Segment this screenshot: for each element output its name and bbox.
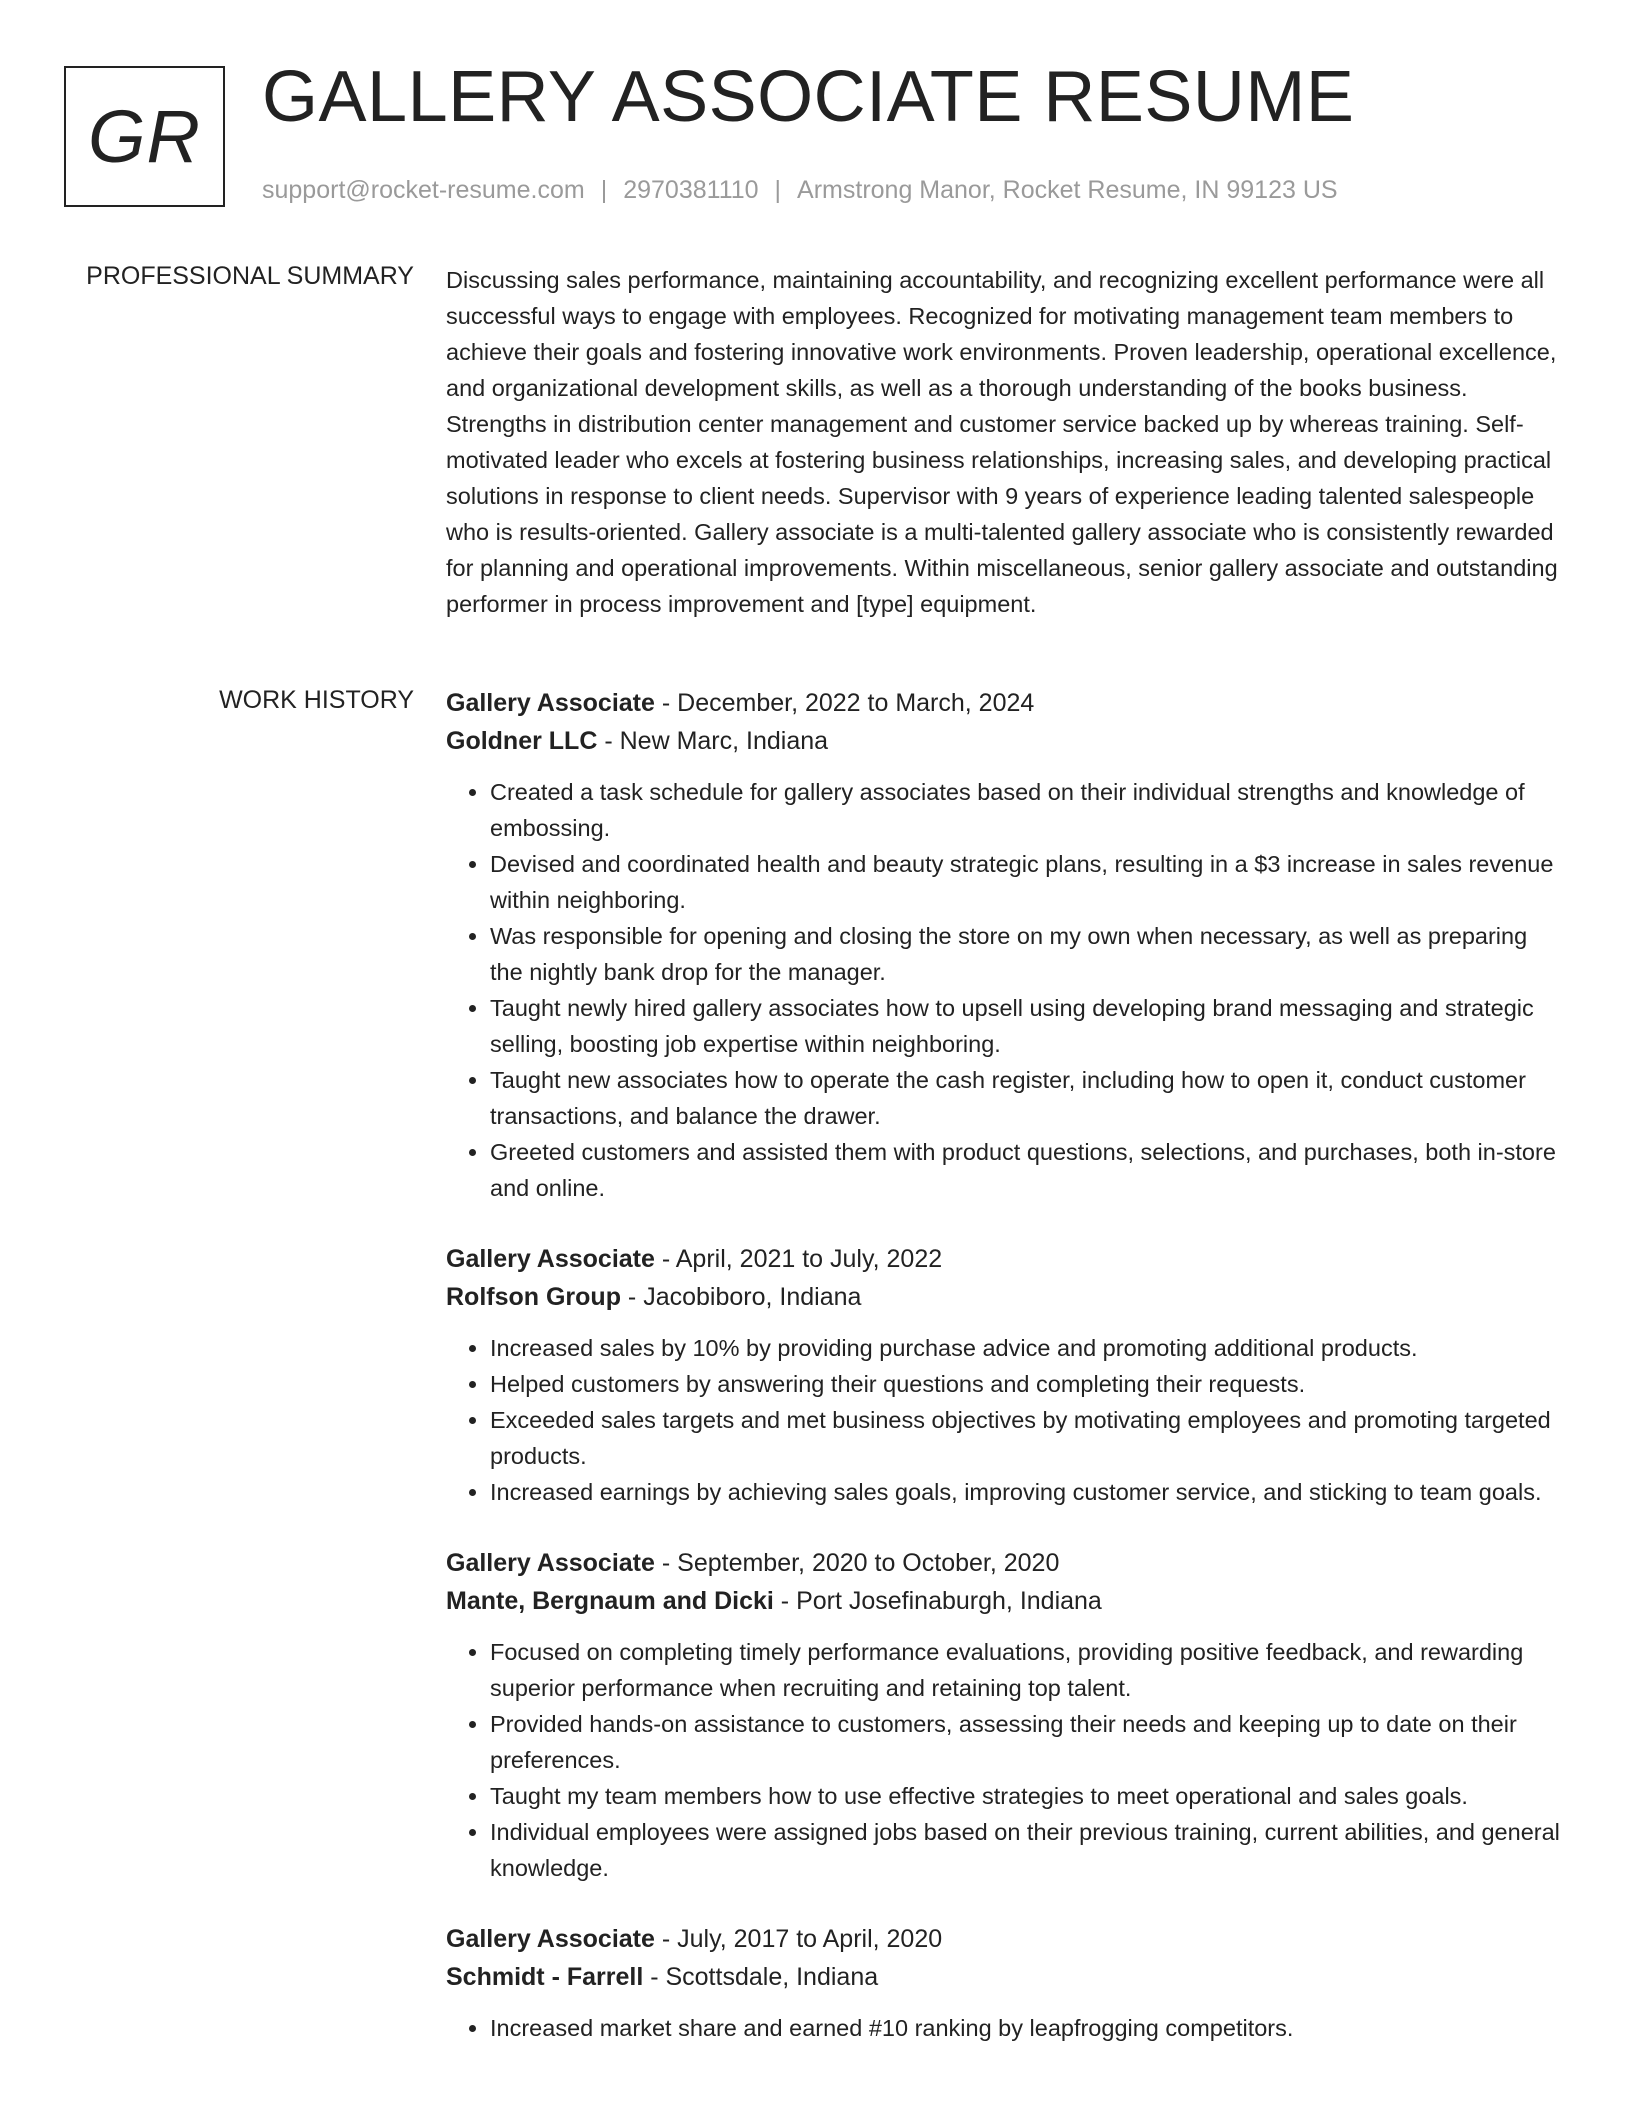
job-bullets: [446, 1330, 1562, 1510]
resume-title: GALLERY ASSOCIATE RESUME: [262, 57, 1355, 137]
work-history-body: [446, 684, 1562, 2080]
job-company-line: [446, 1582, 1562, 1620]
job-company-line: [446, 1278, 1562, 1316]
job-title-line: [446, 1920, 1562, 1958]
job-entry: [446, 1544, 1562, 1886]
monogram: GR: [64, 66, 225, 207]
contact-separator: |: [774, 176, 782, 204]
job-title: Gallery Associate: [446, 1549, 655, 1577]
job-bullet: • Devised and coordinated health and beauty strategic plans, resulting in a $3 increase in sales revenue within neighboring.: [490, 846, 1562, 918]
job-entry: [446, 684, 1562, 1206]
job-bullet: • Taught my team members how to use effective strategies to meet operational and sales goals.: [490, 1778, 1562, 1814]
job-location: - New Marc, Indiana: [597, 727, 829, 755]
job-bullets: [446, 1634, 1562, 1886]
summary-body: [446, 262, 1562, 622]
job-bullets: [446, 774, 1562, 1206]
job-company: Schmidt - Farrell: [446, 1963, 644, 1991]
job-bullet: • Taught new associates how to operate the cash register, including how to open it, conduct customer transactions, and balance the drawer.: [490, 1062, 1562, 1134]
job-bullet: • Individual employees were assigned jobs based on their previous training, current abilities, and general knowledge.: [490, 1814, 1562, 1886]
job-company-line: [446, 722, 1562, 760]
job-dates: - July, 2017 to April, 2020: [654, 1925, 943, 1953]
job-entry: [446, 1920, 1562, 2046]
job-bullets: [446, 2010, 1562, 2046]
job-title: Gallery Associate: [446, 1925, 655, 1953]
job-bullet: • Created a task schedule for gallery associates based on their individual strengths and knowledge of embossing.: [490, 774, 1562, 846]
job-company: Rolfson Group: [446, 1283, 621, 1311]
job-entry: [446, 1240, 1562, 1510]
job-company: Mante, Bergnaum and Dicki: [446, 1587, 774, 1615]
job-title: Gallery Associate: [446, 1245, 655, 1273]
job-title-line: [446, 1544, 1562, 1582]
contact-email: support@rocket-resume.com: [262, 176, 585, 204]
job-bullet: • Was responsible for opening and closing the store on my own when necessary, as well as preparing the nightly bank drop for the manager.: [490, 918, 1562, 990]
job-company: Goldner LLC: [446, 727, 598, 755]
job-title: Gallery Associate: [446, 689, 655, 717]
job-dates: - September, 2020 to October, 2020: [654, 1549, 1060, 1577]
job-bullet: • Exceeded sales targets and met business objectives by motivating employees and promoting targeted products.: [490, 1402, 1562, 1474]
job-bullet: • Taught newly hired gallery associates how to upsell using developing brand messaging and strategic selling, boosting job expertise within neighboring.: [490, 990, 1562, 1062]
job-bullet: • Increased sales by 10% by providing purchase advice and promoting additional products.: [490, 1330, 1562, 1366]
job-title-line: [446, 684, 1562, 722]
job-title-line: [446, 1240, 1562, 1278]
job-location: - Port Josefinaburgh, Indiana: [773, 1587, 1102, 1615]
job-bullet: • Provided hands-on assistance to customers, assessing their needs and keeping up to date on their preferences.: [490, 1706, 1562, 1778]
job-bullet: • Increased market share and earned #10 ranking by leapfrogging competitors.: [490, 2010, 1562, 2046]
work-history-heading: WORK HISTORY: [219, 686, 414, 714]
job-bullet: • Helped customers by answering their questions and completing their requests.: [490, 1366, 1562, 1402]
contact-address: Armstrong Manor, Rocket Resume, IN 99123 US: [797, 176, 1338, 204]
summary-heading: PROFESSIONAL SUMMARY: [86, 262, 414, 290]
contact-phone: 2970381110: [623, 176, 759, 204]
job-bullet: • Focused on completing timely performance evaluations, providing positive feedback, and rewarding superior performance when recruiting and retaining top talent.: [490, 1634, 1562, 1706]
contact-separator: |: [600, 176, 608, 204]
job-bullet: • Greeted customers and assisted them with product questions, selections, and purchases, both in-store and online.: [490, 1134, 1562, 1206]
job-location: - Scottsdale, Indiana: [643, 1963, 879, 1991]
job-company-line: [446, 1958, 1562, 1996]
job-dates: - April, 2021 to July, 2022: [654, 1245, 943, 1273]
job-bullet: • Increased earnings by achieving sales goals, improving customer service, and sticking to team goals.: [490, 1474, 1562, 1510]
contact-line: [262, 176, 1338, 205]
job-dates: - December, 2022 to March, 2024: [654, 689, 1035, 717]
job-location: - Jacobiboro, Indiana: [620, 1283, 862, 1311]
summary-text: Discussing sales performance, maintaining accountability, and recognizing excellent performance were all successful ways to engage with employees. Recognized for motivating management team members to achieve their goals and fostering innovative work environments. Proven leadership, operational excellence, and organizational development skills, as well as a thorough understanding of the books business. Strengths in distribution center management and customer service backed up by whereas training. Self-motivated leader who excels at fostering business relationships, increasing sales, and developing practical solutions in response to client needs. Supervisor with 9 years of experience leading talented salespeople who is results-oriented. Gallery associate is a multi-talented gallery associate who is consistently rewarded for planning and operational improvements. Within miscellaneous, senior gallery associate and outstanding performer in process improvement and [type] equipment.: [446, 267, 1558, 617]
